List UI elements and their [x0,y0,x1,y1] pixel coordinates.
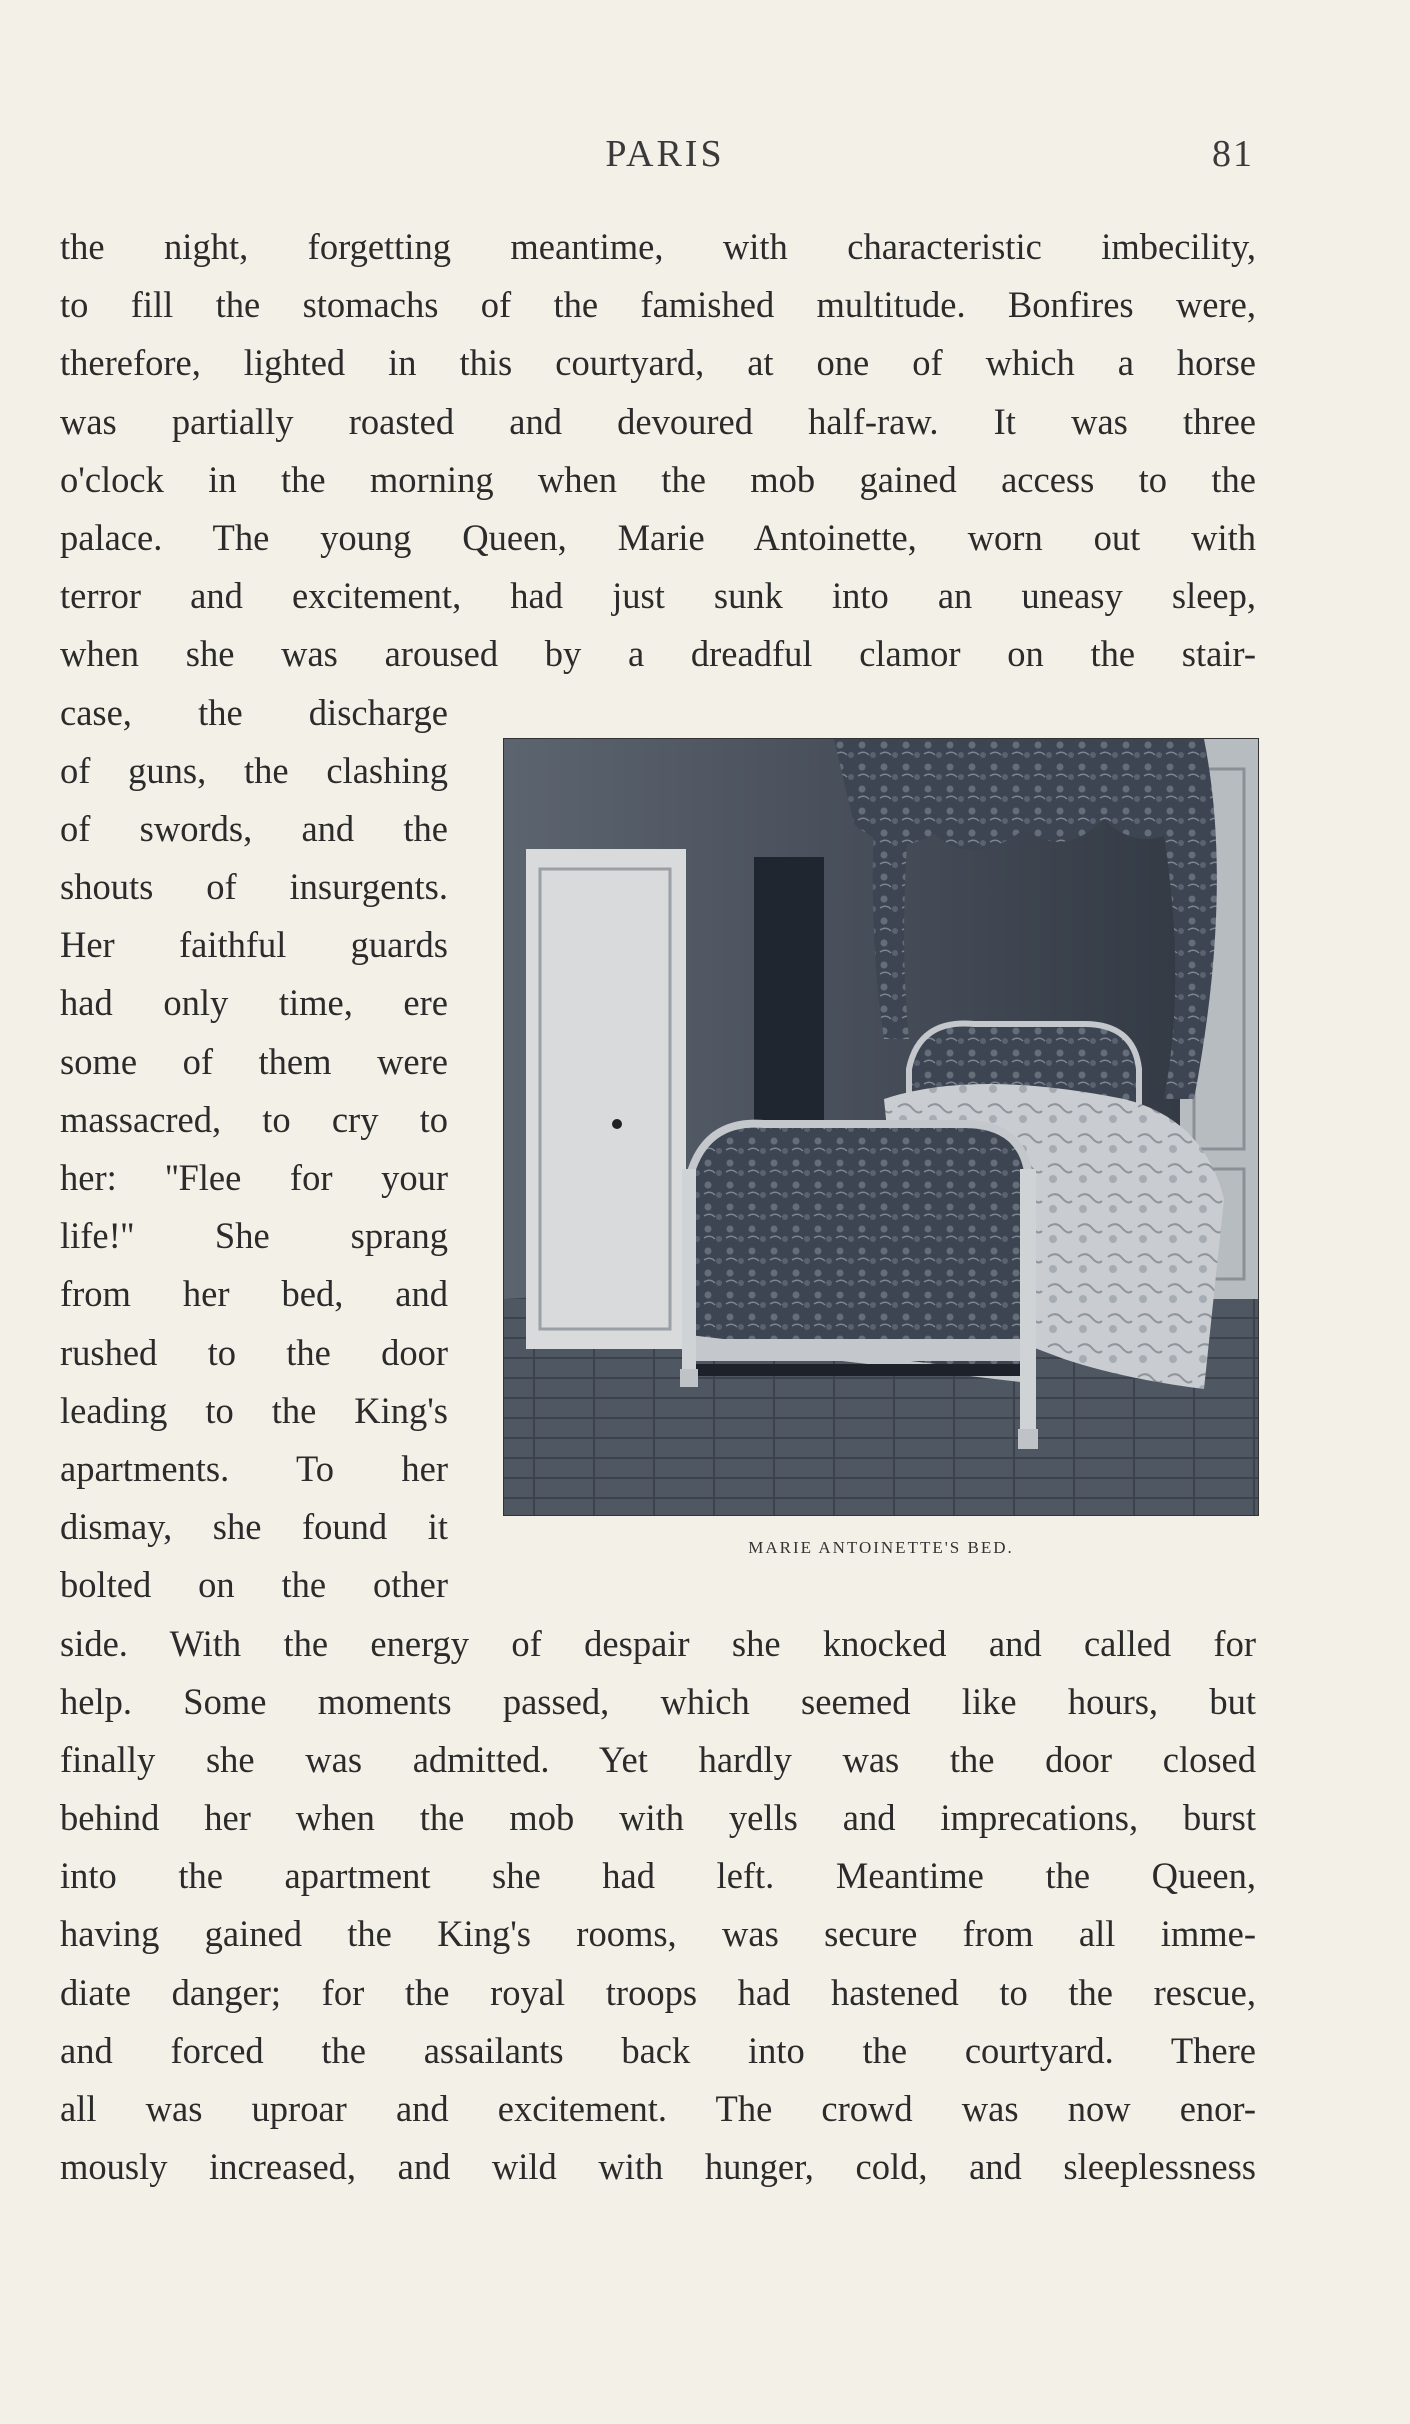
text-line: shouts of insurgents. [60,866,448,908]
text-line: of swords, and the [60,807,448,849]
text-line: case, the discharge [60,691,448,733]
bed-photograph [503,738,1259,1516]
top-paragraph-block [60,218,1256,684]
text-line: diate danger; for the royal troops had hastened to the rescue, [60,1971,1256,2013]
text-line: palace. The young Queen, Marie Antoinette, worn out with [60,516,1256,558]
text-line: bolted on the other [60,1564,448,1606]
wrapped-text-column [60,684,448,1615]
text-line: was partially roasted and devoured half-raw. It was three [60,400,1256,442]
text-line: from her bed, and [60,1273,448,1315]
text-line: some of them were [60,1040,448,1082]
text-line: mously increased, and wild with hunger, cold, and sleeplessness [60,2146,1256,2188]
text-line: apartments. To her [60,1447,448,1489]
text-line: her: ''Flee for your [60,1157,448,1198]
text-line: leading to the King's [60,1389,448,1431]
text-line: massacred, to cry to [60,1098,448,1140]
text-line: behind her when the mob with yells and imprecations, burst [60,1797,1256,1839]
text-line: having gained the King's rooms, was secure from all imme- [60,1913,1256,1955]
text-line: all was uproar and excitement. The crowd was now enor- [60,2088,1256,2129]
figure [503,738,1259,1558]
text-line: o'clock in the morning when the mob gained access to the [60,458,1256,500]
figure-caption: MARIE ANTOINETTE'S BED. [748,1538,1014,1557]
text-line: finally she was admitted. Yet hardly was the door closed [60,1738,1256,1780]
text-line: the night, forgetting meantime, with characteristic imbecility, [60,226,1256,267]
text-line: side. With the energy of despair she knocked and called for [60,1622,1256,1664]
text-line: rushed to the door [60,1331,448,1373]
page-number: 81 [1212,133,1254,175]
running-title: PARIS [605,133,725,175]
text-line: into the apartment she had left. Meantime the Queen, [60,1855,1256,1897]
text-line: to fill the stomachs of the famished multitude. Bonfires were, [60,284,1256,326]
text-line: dismay, she found it [60,1506,448,1548]
text-line: had only time, ere [60,982,448,1024]
text-line: and forced the assailants back into the courtyard. There [60,2029,1256,2071]
text-line: Her faithful guards [60,924,448,966]
bottom-paragraph-block [60,1615,1256,2197]
text-line: therefore, lighted in this courtyard, at one of which a horse [60,342,1256,384]
text-line: terror and excitement, had just sunk into an uneasy sleep, [60,575,1256,617]
bed-illustration [504,739,1258,1515]
text-line: when she was aroused by a dreadful clamor on the stair- [60,633,1256,675]
page-header [0,132,1410,182]
text-line: of guns, the clashing [60,749,448,791]
text-line: help. Some moments passed, which seemed like hours, but [60,1680,1256,1722]
text-line: life!'' She sprang [60,1215,448,1257]
